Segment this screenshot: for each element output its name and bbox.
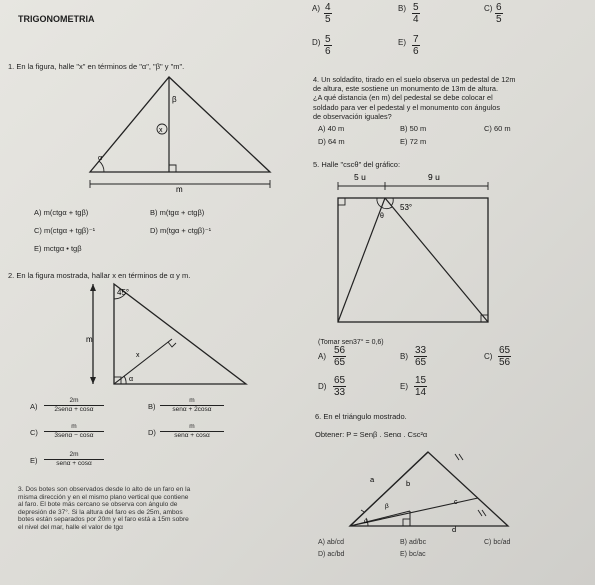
problem-1-figure [80, 72, 280, 194]
m-label: m [176, 185, 183, 194]
answer-option: $\frac{56}{65}$ [334, 345, 346, 368]
option-label: C) [484, 352, 493, 361]
segment-9u-label: 9 u [428, 172, 440, 182]
option-fraction: $\frac{6}{5}$ [496, 2, 502, 25]
alpha-label: α [364, 518, 368, 525]
x-label: x [136, 352, 140, 359]
theta-label: θ [380, 213, 384, 220]
option-label: B) [398, 4, 406, 13]
answer-option: m 3senα − cosα [44, 423, 104, 440]
option-fraction: $\frac{5}{6}$ [325, 34, 331, 57]
answer-option: C) 60 m [484, 124, 511, 133]
answer-option: $\frac{15}{14}$ [415, 375, 427, 398]
angle-53-label: 53° [400, 203, 413, 212]
beta-label: β [385, 503, 389, 510]
option-label: B) [148, 402, 156, 411]
problem-6-prompt: 6. En el triángulo mostrado. [315, 412, 407, 421]
answer-option: $\frac{65}{33}$ [334, 375, 346, 398]
option-label: A) [318, 352, 326, 361]
option-label: A) [30, 402, 38, 411]
option-label: E) [30, 456, 38, 465]
option-fraction: $\frac{7}{6}$ [413, 34, 419, 57]
problem-5-figure [330, 170, 495, 332]
answer-option: 2m senα + cosα [44, 451, 104, 468]
option-fraction: $\frac{5}{4}$ [413, 2, 419, 25]
option-label: A) [312, 4, 320, 13]
alpha-label: α [129, 376, 134, 383]
answer-option: B) ad/bc [400, 539, 427, 546]
a-label: a [370, 475, 375, 484]
option-label: C) [484, 4, 493, 13]
problem-3-line: depresión de 37°. Si la altura del faro es de 25m, ambos [18, 508, 183, 516]
problem-3-line: el nivel del mar, halle el valor de tgα [18, 523, 123, 531]
answer-option: D) ac/bd [318, 551, 345, 558]
answer-option: E) mctgα • tgβ [34, 244, 82, 253]
answer-option: E) 72 m [400, 137, 427, 146]
b-label: b [406, 479, 411, 488]
problem-3-line: 3. Dos botes son observados desde lo alto de un faro en la [18, 486, 191, 493]
answer-option: B) m(tgα + ctgβ) [150, 208, 205, 217]
option-label: D) [312, 38, 321, 47]
answer-option: C) m(ctgα + tgβ)⁻¹ [34, 226, 96, 235]
page-title: TRIGONOMETRIA [18, 14, 95, 24]
problem-6-expression: Obtener: P = Senβ . Senα . Csc²α [315, 430, 428, 439]
beta-label: β [172, 95, 177, 104]
problem-1-prompt: 1. En la figura, halle "x" en términos de "α", "β" y "m". [8, 62, 185, 71]
answer-option: E) bc/ac [400, 551, 426, 558]
problem-6-figure [340, 446, 520, 536]
problem-3-line: botes están separados por 20m y el faro está a 15m sobre [18, 516, 189, 524]
problem-4-line: de observación iguales? [313, 111, 392, 121]
answer-option: D) 64 m [318, 137, 345, 146]
c-label: c [454, 499, 458, 506]
answer-option: A) 40 m [318, 124, 345, 133]
problem-4-text [313, 75, 588, 121]
problem-4-line: de altura, este sostiene un monumento de 13m de altura. [313, 84, 498, 94]
x-label: x [159, 127, 163, 134]
problem-4-line: 4. Un soldadito, tirado en el suelo observa un pedestal de 12m [313, 75, 516, 84]
problem-3-line: misma dirección y en el mismo plano vertical que contiene [18, 493, 189, 501]
option-label: D) [148, 428, 156, 437]
answer-option: D) m(tgα + ctgβ)⁻¹ [150, 226, 212, 235]
problem-3-text [18, 486, 318, 532]
problem-4-line: soldado para ver el pedestal y el monumento con ángulos [313, 102, 501, 112]
problem-2-figure [84, 282, 264, 397]
option-label: C) [30, 428, 38, 437]
alpha-label: α [98, 155, 103, 162]
note-text: (Tomar sen37° = 0,6) [318, 339, 384, 346]
option-fraction: $\frac{4}{5}$ [325, 2, 331, 25]
problem-5-prompt: 5. Halle "cscθ" del gráfico: [313, 160, 401, 169]
segment-5u-label: 5 u [354, 172, 366, 182]
angle-45-label: 45° [117, 288, 130, 297]
option-label: B) [400, 352, 408, 361]
answer-option: $\frac{65}{56}$ [499, 345, 511, 368]
answer-option: m senα + 2cosα [160, 397, 224, 414]
answer-option: B) 50 m [400, 124, 427, 133]
answer-option: 2m 2senα + cosα [44, 397, 104, 414]
answer-option: m senα + cosα [160, 423, 224, 440]
answer-option: A) m(ctgα + tgβ) [34, 208, 89, 217]
d-label: d [452, 525, 457, 534]
problem-3-line: al faro. El bote más cercano se observa con ángulo de [18, 501, 178, 509]
answer-option: A) ab/cd [318, 539, 345, 546]
problem-4-line: ¿A qué distancia (en m) del pedestal se debe colocar el [313, 93, 493, 103]
problem-2-prompt: 2. En la figura mostrada, hallar x en términos de α y m. [8, 271, 191, 280]
option-label: E) [400, 382, 408, 391]
answer-option: $\frac{33}{65}$ [415, 345, 427, 368]
m-label: m [86, 335, 93, 344]
option-label: D) [318, 382, 327, 391]
answer-option: C) bc/ad [484, 539, 511, 546]
option-label: E) [398, 38, 406, 47]
